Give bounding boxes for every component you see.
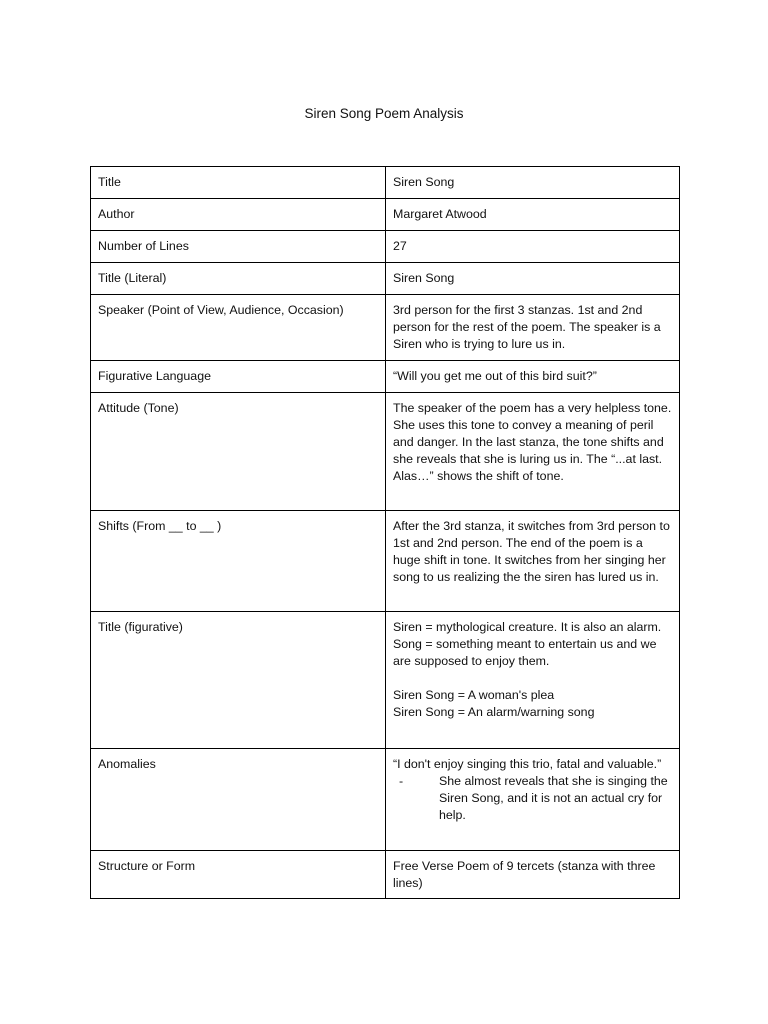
anomaly-quote: “I don't enjoy singing this trio, fatal and valuable.” xyxy=(393,757,662,771)
row-value: 27 xyxy=(386,231,680,263)
poem-analysis-table xyxy=(90,166,680,899)
row-label: Title (Literal) xyxy=(91,263,386,295)
row-label: Shifts (From __ to __ ) xyxy=(91,511,386,612)
table-row xyxy=(91,361,680,393)
paragraph-spacer xyxy=(393,670,672,687)
row-label: Author xyxy=(91,199,386,231)
row-value xyxy=(386,612,680,749)
row-value: The speaker of the poem has a very helpless tone. She uses this tone to convey a meaning of peril and danger. In the last stanza, the tone shifts and she reveals that she is luring us in. The “...at last. Alas…” shows the shift of tone. xyxy=(386,393,680,511)
row-value xyxy=(386,749,680,851)
bullet-text: She almost reveals that she is singing the Siren Song, and it is not an actual cry for help. xyxy=(439,774,668,822)
table-row xyxy=(91,263,680,295)
figurative-line: Siren Song = A woman's plea xyxy=(393,688,555,702)
row-label: Structure or Form xyxy=(91,851,386,899)
table-row xyxy=(91,851,680,899)
row-value: Margaret Atwood xyxy=(386,199,680,231)
figurative-line: Siren = mythological creature. It is also an alarm. xyxy=(393,620,662,634)
table-row xyxy=(91,167,680,199)
row-value: Free Verse Poem of 9 tercets (stanza with three lines) xyxy=(386,851,680,899)
row-label: Attitude (Tone) xyxy=(91,393,386,511)
table-row xyxy=(91,511,680,612)
row-value: Siren Song xyxy=(386,263,680,295)
document-title: Siren Song Poem Analysis xyxy=(304,106,464,121)
row-value: “Will you get me out of this bird suit?” xyxy=(386,361,680,393)
row-label: Title xyxy=(91,167,386,199)
row-label: Title (figurative) xyxy=(91,612,386,749)
row-label: Figurative Language xyxy=(91,361,386,393)
figurative-line: Song = something meant to entertain us and we are supposed to enjoy them. xyxy=(393,637,657,668)
figurative-line: Siren Song = An alarm/warning song xyxy=(393,705,595,719)
table-row xyxy=(91,295,680,361)
bullet-item xyxy=(393,773,672,824)
row-value: 3rd person for the first 3 stanzas. 1st and 2nd person for the rest of the poem. The speaker is a Siren who is trying to lure us in. xyxy=(386,295,680,361)
row-label: Anomalies xyxy=(91,749,386,851)
row-value: After the 3rd stanza, it switches from 3rd person to 1st and 2nd person. The end of the poem is a huge shift in tone. It switches from her singing her song to us realizing the the siren has lured us in. xyxy=(386,511,680,612)
bullet-dash: - xyxy=(399,774,404,788)
table-row xyxy=(91,612,680,749)
row-label: Speaker (Point of View, Audience, Occasion) xyxy=(91,295,386,361)
table-row xyxy=(91,231,680,263)
row-label: Number of Lines xyxy=(91,231,386,263)
row-value: Siren Song xyxy=(386,167,680,199)
table-row xyxy=(91,749,680,851)
table-row xyxy=(91,199,680,231)
table-row xyxy=(91,393,680,511)
